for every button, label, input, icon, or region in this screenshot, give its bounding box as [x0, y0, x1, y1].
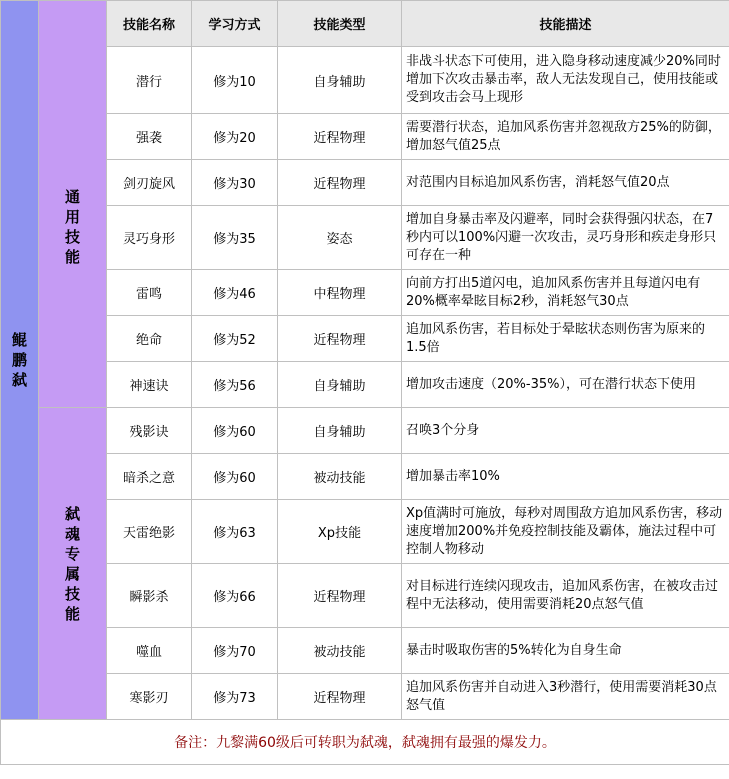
learn-method: 修为63	[192, 500, 278, 564]
skill-row	[1, 628, 729, 674]
skill-type: 近程物理	[278, 316, 402, 362]
skill-row	[1, 47, 729, 114]
skill-row	[1, 500, 729, 564]
skill-desc: 非战斗状态下可使用，进入隐身移动速度减少20%同时增加下次攻击暴击率，敌人无法发现自己，使用技能或受到攻击会马上现形	[402, 47, 729, 114]
skill-row	[1, 114, 729, 160]
skill-desc: 向前方打出5道闪电，追加风系伤害并且每道闪电有20%概率晕眩目标2秒，消耗怒气30点	[402, 270, 729, 316]
class-name: 鲲鹏弑	[11, 331, 27, 389]
learn-method: 修为60	[192, 408, 278, 454]
note-row	[1, 720, 729, 765]
skill-type: 近程物理	[278, 674, 402, 720]
skill-desc: 暴击时吸取伤害的5%转化为自身生命	[402, 628, 729, 674]
skill-type: 被动技能	[278, 628, 402, 674]
learn-method: 修为56	[192, 362, 278, 408]
skill-type: 近程物理	[278, 114, 402, 160]
skill-row	[1, 160, 729, 206]
skill-desc: 追加风系伤害并自动进入3秒潜行，使用需要消耗30点怒气值	[402, 674, 729, 720]
skill-name: 天雷绝影	[107, 500, 192, 564]
skill-type: 自身辅助	[278, 362, 402, 408]
skill-type: 近程物理	[278, 160, 402, 206]
learn-method: 修为60	[192, 454, 278, 500]
learn-method: 修为46	[192, 270, 278, 316]
skill-name: 潜行	[107, 47, 192, 114]
skill-type: 中程物理	[278, 270, 402, 316]
skill-desc: 对范围内目标追加风系伤害，消耗怒气值20点	[402, 160, 729, 206]
header-skill-name: 技能名称	[107, 1, 192, 47]
learn-method: 修为10	[192, 47, 278, 114]
group-label-cell	[39, 408, 107, 720]
header-skill-type: 技能类型	[278, 1, 402, 47]
skill-row	[1, 316, 729, 362]
skill-desc: 增加自身暴击率及闪避率，同时会获得强闪状态，在7秒内可以100%闪避一次攻击，灵巧身形和疾走身形只可存在一种	[402, 206, 729, 270]
skill-row	[1, 408, 729, 454]
skill-desc: 召唤3个分身	[402, 408, 729, 454]
skill-row	[1, 674, 729, 720]
skill-desc: 对目标进行连续闪现攻击，追加风系伤害，在被攻击过程中无法移动，使用需要消耗20点怒气值	[402, 564, 729, 628]
learn-method: 修为73	[192, 674, 278, 720]
skill-name: 神速诀	[107, 362, 192, 408]
skill-name: 强袭	[107, 114, 192, 160]
group-label-cell	[39, 47, 107, 408]
skill-type: 姿态	[278, 206, 402, 270]
skill-row	[1, 270, 729, 316]
skill-type: 近程物理	[278, 564, 402, 628]
learn-method: 修为52	[192, 316, 278, 362]
learn-method: 修为66	[192, 564, 278, 628]
skill-type: Xp技能	[278, 500, 402, 564]
skill-name: 暗杀之意	[107, 454, 192, 500]
skill-desc: 追加风系伤害，若目标处于晕眩状态则伤害为原来的1.5倍	[402, 316, 729, 362]
skill-name: 瞬影杀	[107, 564, 192, 628]
skill-desc: 增加暴击率10%	[402, 454, 729, 500]
skill-type: 被动技能	[278, 454, 402, 500]
skill-name: 残影诀	[107, 408, 192, 454]
learn-method: 修为20	[192, 114, 278, 160]
skill-row	[1, 206, 729, 270]
header-row	[1, 1, 729, 47]
header-learn-method: 学习方式	[192, 1, 278, 47]
skill-desc: 增加攻击速度（20%-35%），可在潜行状态下使用	[402, 362, 729, 408]
learn-method: 修为35	[192, 206, 278, 270]
skill-desc: Xp值满时可施放，每秒对周围敌方追加风系伤害，移动速度增加200%并免疫控制技能及霸体，施法过程中可控制人物移动	[402, 500, 729, 564]
skill-name: 剑刃旋风	[107, 160, 192, 206]
skill-name: 噬血	[107, 628, 192, 674]
skill-desc: 需要潜行状态，追加风系伤害并忽视敌方25%的防御，增加怒气值25点	[402, 114, 729, 160]
learn-method: 修为70	[192, 628, 278, 674]
group-label: 弑魂专属技能	[64, 504, 80, 623]
skill-name: 雷鸣	[107, 270, 192, 316]
skill-type: 自身辅助	[278, 408, 402, 454]
header-skill-desc: 技能描述	[402, 1, 729, 47]
group-label: 通用技能	[64, 187, 80, 266]
skill-name: 寒影刃	[107, 674, 192, 720]
note-text: 备注：九黎满60级后可转职为弑魂，弑魂拥有最强的爆发力。	[1, 720, 729, 765]
skill-row	[1, 362, 729, 408]
skill-name: 灵巧身形	[107, 206, 192, 270]
skill-name: 绝命	[107, 316, 192, 362]
skill-type: 自身辅助	[278, 47, 402, 114]
group-header-spacer	[39, 1, 107, 47]
skill-row	[1, 564, 729, 628]
class-name-cell	[1, 1, 39, 720]
skill-row	[1, 454, 729, 500]
learn-method: 修为30	[192, 160, 278, 206]
